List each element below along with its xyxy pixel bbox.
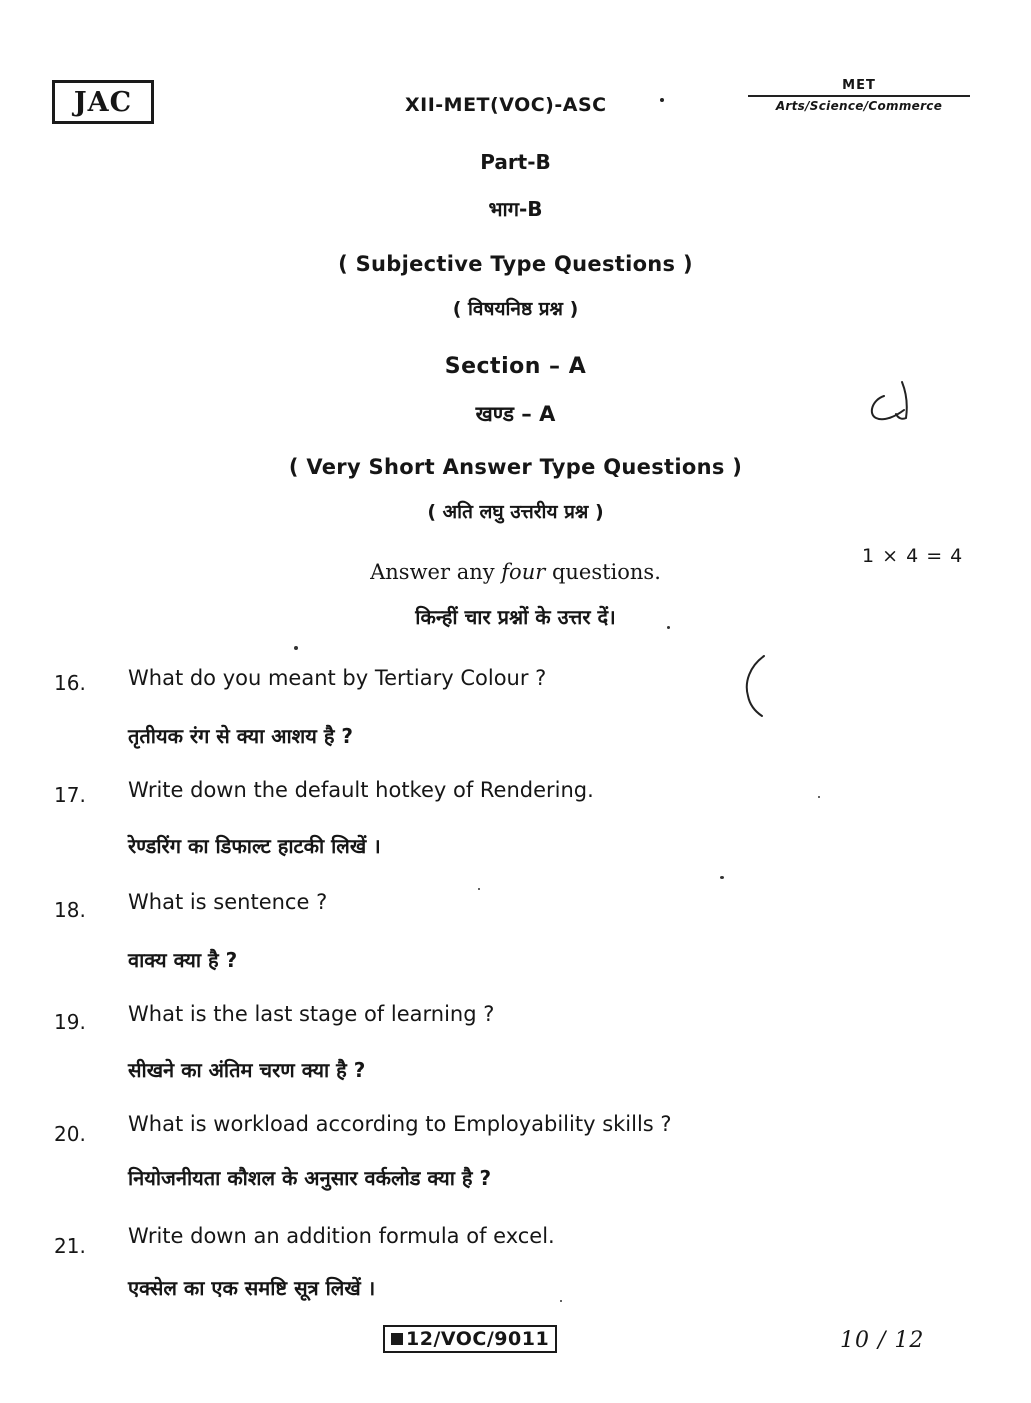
question-21 (0, 1220, 1031, 1310)
question-number: 21. (54, 1234, 86, 1258)
footer-code (383, 1325, 557, 1353)
instruction-hi: किन्हीं चार प्रश्नों के उत्तर दें। (415, 605, 616, 629)
instruction-en-before: Answer any (370, 560, 502, 584)
question-type-hi: ( विषयनिष्ठ प्रश्न ) (452, 298, 579, 320)
question-text-en: Write down the default hotkey of Rendering. (128, 778, 594, 802)
question-number: 18. (54, 898, 86, 922)
question-text-en: What is sentence ? (128, 890, 328, 914)
section-type-hi: ( अति लघु उत्तरीय प्रश्न ) (427, 501, 604, 523)
stream-block (748, 78, 970, 113)
question-text-hi: नियोजनीयता कौशल के अनुसार वर्कलोड क्या है ? (128, 1166, 492, 1190)
page-number: 10 / 12 (840, 1328, 925, 1353)
question-text-hi: रेण्डरिंग का डिफाल्ट हाटकी लिखें । (128, 834, 381, 858)
scan-speck (667, 626, 670, 629)
question-text-en: What is the last stage of learning ? (128, 1002, 495, 1026)
part-title-en: Part-B (480, 150, 551, 174)
question-19 (0, 998, 1031, 1088)
paper-code: XII-MET(VOC)-ASC (405, 94, 607, 116)
question-17 (0, 774, 1031, 864)
question-text-en: What do you meant by Tertiary Colour ? (128, 666, 547, 690)
square-bullet-icon (391, 1333, 403, 1345)
question-text-en: Write down an addition formula of excel. (128, 1224, 555, 1248)
scan-speck (818, 796, 820, 798)
handwritten-mark-icon (862, 374, 918, 426)
scan-speck (478, 888, 480, 890)
stream-subject: MET (842, 78, 876, 93)
question-text-hi: एक्सेल का एक समष्टि सूत्र लिखें । (128, 1276, 376, 1300)
section-title-hi: खण्ड – A (475, 402, 556, 426)
question-number: 17. (54, 783, 86, 807)
scan-speck (560, 1300, 562, 1302)
instruction-en (0, 560, 1031, 584)
instruction-en-emphasis: four (501, 560, 546, 584)
board-logo: JAC (52, 80, 154, 124)
question-number: 16. (54, 671, 86, 695)
instruction-en-after: questions. (545, 560, 661, 584)
scan-speck (294, 646, 298, 650)
part-title-hi: भाग-B (488, 197, 543, 221)
question-text-en: What is workload according to Employability skills ? (128, 1112, 672, 1136)
question-text-hi: वाक्य क्या है ? (128, 948, 238, 972)
print-speck (660, 98, 664, 102)
question-type-en: ( Subjective Type Questions ) (338, 252, 693, 276)
question-20 (0, 1108, 1031, 1198)
scan-speck (720, 876, 724, 879)
question-text-hi: सीखने का अंतिम चरण क्या है ? (128, 1058, 366, 1082)
stream-divider (748, 95, 970, 97)
question-18 (0, 888, 1031, 978)
question-16 (0, 662, 1031, 752)
question-number: 20. (54, 1122, 86, 1146)
footer-code-text: 12/VOC/9011 (406, 1328, 550, 1350)
section-title-en: Section – A (444, 354, 587, 379)
marks-scheme: 1 × 4 = 4 (862, 545, 964, 567)
question-text-hi: तृतीयक रंग से क्या आशय है ? (128, 724, 354, 748)
section-type-en: ( Very Short Answer Type Questions ) (288, 455, 743, 479)
question-number: 19. (54, 1010, 86, 1034)
stream-line: Arts/Science/Commerce (775, 99, 943, 113)
